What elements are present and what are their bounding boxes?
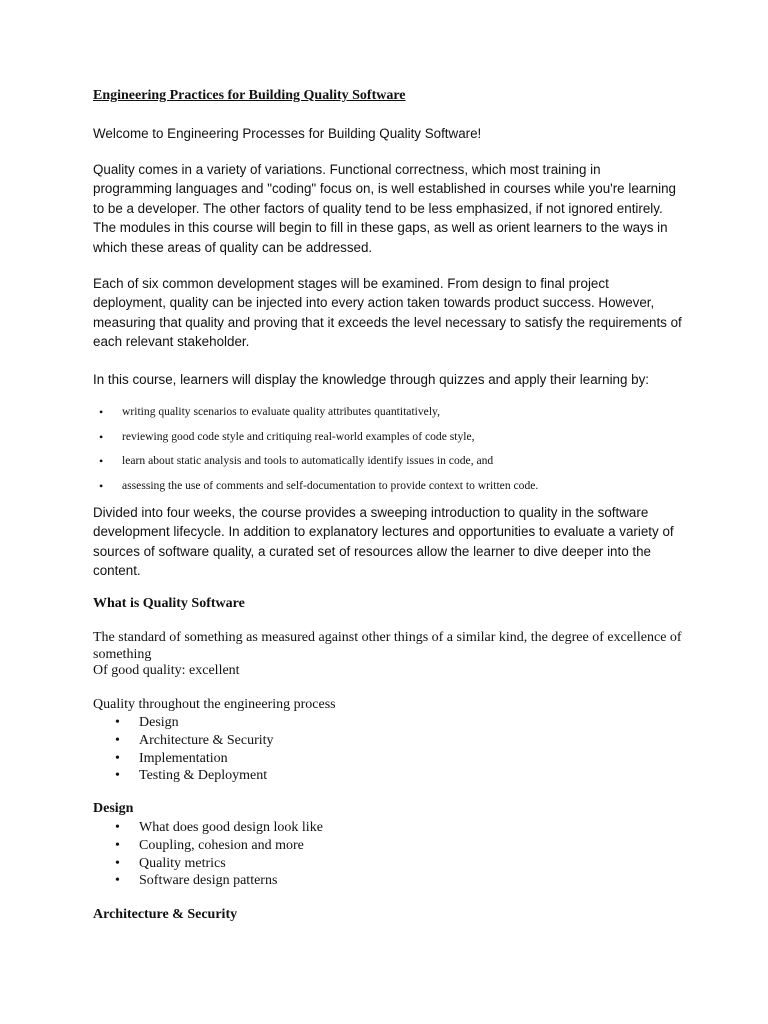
list-item: • reviewing good code style and critiquing real-world examples of code style, — [93, 429, 683, 454]
list-item: • Architecture & Security — [93, 732, 274, 750]
good-quality-text: Of good quality: excellent — [93, 663, 240, 678]
definition-text: The standard of something as measured against other things of a similar kind, the degree of excellence of something — [93, 630, 682, 662]
process-list — [93, 714, 274, 785]
learning-bullet-list — [93, 404, 683, 502]
process-intro: Quality throughout the engineering process — [93, 697, 336, 712]
development-stages-paragraph: Each of six common development stages will be examined. From design to final project deployment, quality can be injected into every action taken towards product success. However, measuring that quality and proving that it exceeds the level necessary to satisfy the requirements of each relevant stakeholder. — [93, 276, 682, 350]
list-item: • learn about static analysis and tools to automatically identify issues in code, and — [93, 453, 683, 478]
list-item: • Testing & Deployment — [93, 767, 274, 785]
design-heading: Design — [93, 801, 134, 816]
list-item: • Design — [93, 714, 274, 732]
architecture-security-heading: Architecture & Security — [93, 907, 238, 922]
welcome-text — [93, 124, 683, 143]
list-item: • Coupling, cohesion and more — [93, 837, 323, 855]
document-title: Engineering Practices for Building Quality Software — [93, 88, 406, 103]
list-item: • writing quality scenarios to evaluate quality attributes quantitatively, — [93, 404, 683, 429]
four-weeks-paragraph: Divided into four weeks, the course provides a sweeping introduction to quality in the software development lifecycle. In addition to explanatory lectures and opportunities to evaluate a variety of sources of software quality, a curated set of resources allow the learner to dive deeper into the content. — [93, 505, 674, 579]
quality-variations-paragraph: Quality comes in a variety of variations. Functional correctness, which most training in programming languages and "coding" focus on, is well established in courses while you're learning to be a developer. The other factors of quality tend to be less emphasized, if not ignored entirely. The modules in this course will begin to fill in these gaps, as well as orient learners to the ways in which these areas of quality can be addressed. — [93, 162, 676, 255]
list-item: • What does good design look like — [93, 819, 323, 837]
list-item: • Quality metrics — [93, 855, 323, 873]
welcome-paragraph: Welcome to Engineering Processes for Building Quality Software! — [93, 126, 482, 141]
quality-software-heading: What is Quality Software — [93, 596, 245, 611]
list-item: • Implementation — [93, 750, 274, 768]
list-item: • assessing the use of comments and self-documentation to provide context to written code. — [93, 478, 683, 503]
design-list — [93, 819, 323, 890]
quality-definition — [93, 630, 683, 680]
list-item: • Software design patterns — [93, 872, 323, 890]
learners-intro-paragraph: In this course, learners will display the knowledge through quizzes and apply their learning by: — [93, 372, 650, 387]
